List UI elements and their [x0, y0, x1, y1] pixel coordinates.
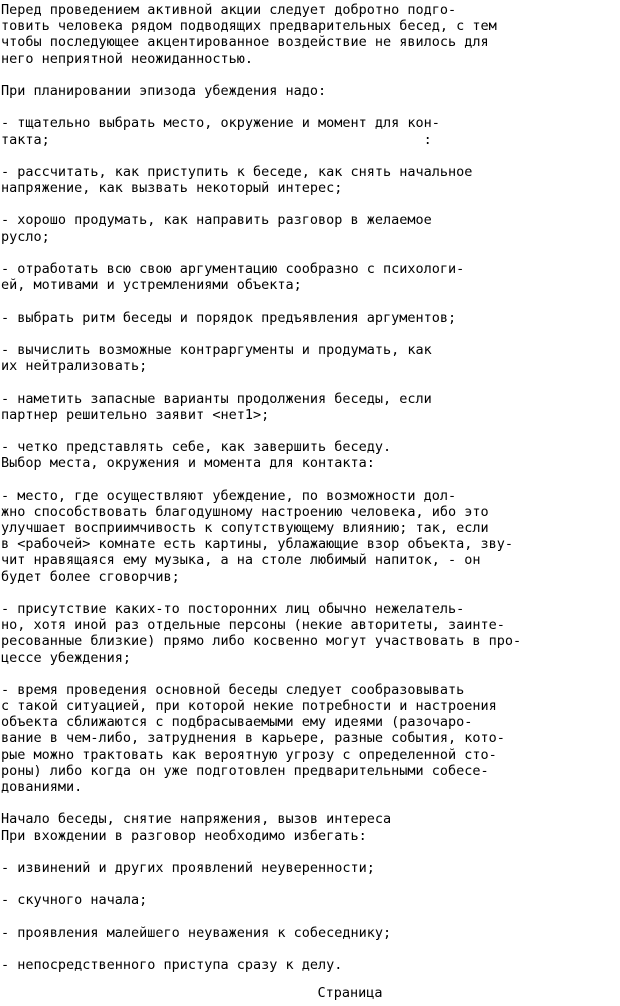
text-line: - место, где осуществляют убеждение, по возможности дол-: [1, 487, 457, 504]
text-line: [1, 196, 618, 212]
text-line: [1, 374, 618, 390]
text-line: Перед проведением активной акции следует добротно подго-: [1, 2, 457, 18]
text-line: роны) либо когда он уже подготовлен предварительными собесе-: [1, 762, 489, 779]
text-line: [1, 99, 618, 115]
text-line: жно способствовать благодушному настроению человека, ибо это: [1, 503, 489, 520]
text-line: русло;: [1, 228, 50, 245]
text-line: товить человека рядом подводящих предварительных бесед, с тем: [1, 18, 497, 35]
text-line: При планировании эпизода убеждения надо:: [1, 82, 327, 99]
text-line: - время проведения основной беседы следует сообразовывать: [1, 681, 465, 698]
text-line: рые можно трактовать как вероятную угрозу с определенной сто-: [1, 746, 497, 763]
text-line: Начало беседы, снятие напряжения, вызов интереса: [1, 811, 392, 828]
text-line: - извинений и других проявлений неуверенности;: [1, 859, 375, 876]
text-line: [1, 326, 618, 342]
document-body: [1, 2, 618, 973]
text-line: ей, мотивами и устремлениями объекта;: [1, 277, 302, 294]
text-line: - проявления малейшего неуважения к собеседнику;: [1, 924, 392, 941]
text-line: - тщательно выбрать место, окружение и момент для кон-: [1, 115, 440, 132]
text-line: улучшает восприимчивость к сопутствующему влиянию; так, если: [1, 520, 489, 536]
text-line: - наметить запасные варианты продолжения беседы, если: [1, 390, 432, 407]
text-line: [1, 423, 618, 439]
text-line: цессе убеждения;: [1, 649, 132, 666]
text-line: - выбрать ритм беседы и порядок предъявления аргументов;: [1, 309, 457, 326]
text-line: ресованные близкие) прямо либо косвенно могут участвовать в про-: [1, 633, 522, 650]
text-line: [1, 876, 618, 892]
text-line: [1, 666, 618, 682]
text-line: чтобы последующее акцентированное воздействие не явилось для: [1, 34, 489, 51]
text-line: - скучного начала;: [1, 892, 148, 909]
page-footer: Страница: [317, 985, 383, 1001]
text-line: такта; :: [1, 131, 432, 148]
text-line: [1, 67, 618, 83]
text-line: будет более сговорчив;: [1, 568, 180, 585]
text-line: - присутствие каких-то посторонних лиц обычно нежелатель-: [1, 600, 465, 617]
text-line: в <рабочей> комнате есть картины, ублажающие взор объекта, зву-: [1, 536, 514, 553]
text-line: с такой ситуацией, при которой некие потребности и настроения: [1, 698, 497, 715]
text-line: При вхождении в разговор необходимо избегать:: [1, 827, 367, 844]
text-line: [1, 941, 618, 957]
text-line: - отработать всю свою аргументацию сообразно с психологи-: [1, 261, 465, 277]
text-line: - вычислить возможные контраргументы и продумать, как: [1, 341, 432, 358]
text-line: их нейтрализовать;: [1, 358, 148, 375]
text-line: - рассчитать, как приступить к беседе, как снять начальное: [1, 163, 473, 180]
text-line: - непосредственного приступа сразу к делу.: [1, 957, 343, 974]
text-line: [1, 795, 618, 811]
text-line: него неприятной неожиданностью.: [1, 50, 253, 67]
text-line: [1, 909, 618, 925]
text-line: [1, 293, 618, 309]
text-line: - хорошо продумать, как направить разговор в желаемое: [1, 212, 432, 229]
text-line: [1, 844, 618, 860]
text-line: но, хотя иной раз отдельные персоны (некие авторитеты, заинте-: [1, 617, 505, 634]
text-line: [1, 148, 618, 164]
text-line: объекта сближаются с подбрасываемыми ему идеями (разочаро-: [1, 714, 473, 731]
text-line: [1, 245, 618, 261]
text-line: [1, 471, 618, 487]
text-line: партнер решительно заявит <нет1>;: [1, 406, 270, 423]
text-line: Выбор места, окружения и момента для контакта:: [1, 455, 375, 472]
text-line: дованиями.: [1, 779, 83, 795]
text-line: вание в чем-либо, затруднения в карьере, разные события, кото-: [1, 730, 505, 747]
text-line: - четко представлять себе, как завершить беседу.: [1, 439, 392, 456]
text-line: [1, 585, 618, 601]
text-line: напряжение, как вызвать некоторый интерес;: [1, 180, 343, 197]
text-line: чит нравящаяся ему музыка, а на столе любимый напиток, - он: [1, 552, 481, 569]
